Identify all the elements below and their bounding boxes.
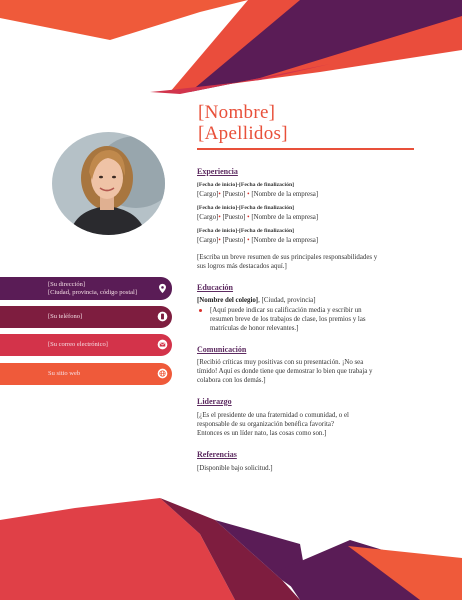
communication-heading: Comunicación bbox=[197, 345, 247, 354]
email-icon bbox=[157, 339, 168, 350]
leadership-line2: responsable de su organización benéfica favorita? bbox=[197, 421, 335, 428]
education-detail-line3: matrículas de honor relevantes.] bbox=[210, 325, 299, 332]
experience-dates: [Fecha de inicio]-[Fecha de finalización] bbox=[197, 205, 295, 211]
school-name: [Nombre del colegio] bbox=[197, 297, 259, 304]
last-name: [Apellidos] bbox=[198, 123, 288, 144]
experience-position: [Cargo]• [Puesto] • [Nombre de la empresa] bbox=[197, 191, 319, 198]
phone-text: [Su teléfono] bbox=[48, 313, 83, 320]
name-divider bbox=[197, 148, 414, 150]
globe-icon bbox=[157, 368, 168, 379]
bullet-marker bbox=[199, 309, 202, 312]
education-detail-line1: [Aquí puede indicar su calificación media y escribir un bbox=[210, 307, 362, 314]
school-location: , [Ciudad, provincia] bbox=[258, 297, 316, 304]
education-detail-line2: resumen breve de los trabajos de clase, los premios y las bbox=[210, 316, 366, 323]
bottom-decoration bbox=[0, 498, 462, 600]
references-line1: [Disponible bajo solicitud.] bbox=[197, 465, 273, 472]
location-pin-icon bbox=[157, 283, 168, 294]
contact-website-bar bbox=[0, 363, 172, 385]
education-school-line bbox=[197, 296, 316, 305]
experience-position: [Cargo]• [Puesto] • [Nombre de la empresa] bbox=[197, 237, 319, 244]
experience-summary-line2: sus logros más destacados aquí.] bbox=[197, 263, 287, 270]
experience-dates: [Fecha de inicio]-[Fecha de finalización] bbox=[197, 228, 295, 234]
communication-line2: tímido! Aquí es donde tiene que demostrar lo bien que trabaja y bbox=[197, 368, 373, 375]
top-orange-shape bbox=[0, 0, 248, 40]
communication-line3: colabora con los demás.] bbox=[197, 377, 266, 384]
phone-icon bbox=[157, 311, 168, 322]
experience-position: [Cargo]• [Puesto] • [Nombre de la empresa] bbox=[197, 214, 319, 221]
email-text: [Su correo electrónico] bbox=[48, 341, 108, 348]
bottom-red-shape bbox=[0, 498, 235, 600]
leadership-line1: [¿Es el presidente de una fraternidad o comunidad, o el bbox=[197, 412, 349, 419]
contact-phone-bar bbox=[0, 306, 172, 328]
profile-photo bbox=[52, 132, 165, 235]
leadership-line3: Entonces es un líder nato, las cosas como son.] bbox=[197, 430, 327, 437]
address-line1: [Su dirección] bbox=[48, 281, 86, 288]
first-name: [Nombre] bbox=[198, 102, 276, 123]
leadership-heading: Liderazgo bbox=[197, 397, 232, 406]
experience-summary-line1: [Escriba un breve resumen de sus principales responsabilidades y bbox=[197, 254, 378, 261]
experience-dates: [Fecha de inicio]-[Fecha de finalización] bbox=[197, 182, 295, 188]
top-decoration bbox=[0, 0, 462, 100]
website-text: Su sitio web bbox=[48, 370, 81, 377]
references-heading: Referencias bbox=[197, 450, 237, 459]
communication-line1: [Recibió críticas muy positivas con su presentación. ¡No sea bbox=[197, 359, 364, 366]
education-heading: Educación bbox=[197, 283, 234, 292]
experience-heading: Experiencia bbox=[197, 167, 238, 176]
address-line2: [Ciudad, provincia, código postal] bbox=[48, 289, 137, 296]
